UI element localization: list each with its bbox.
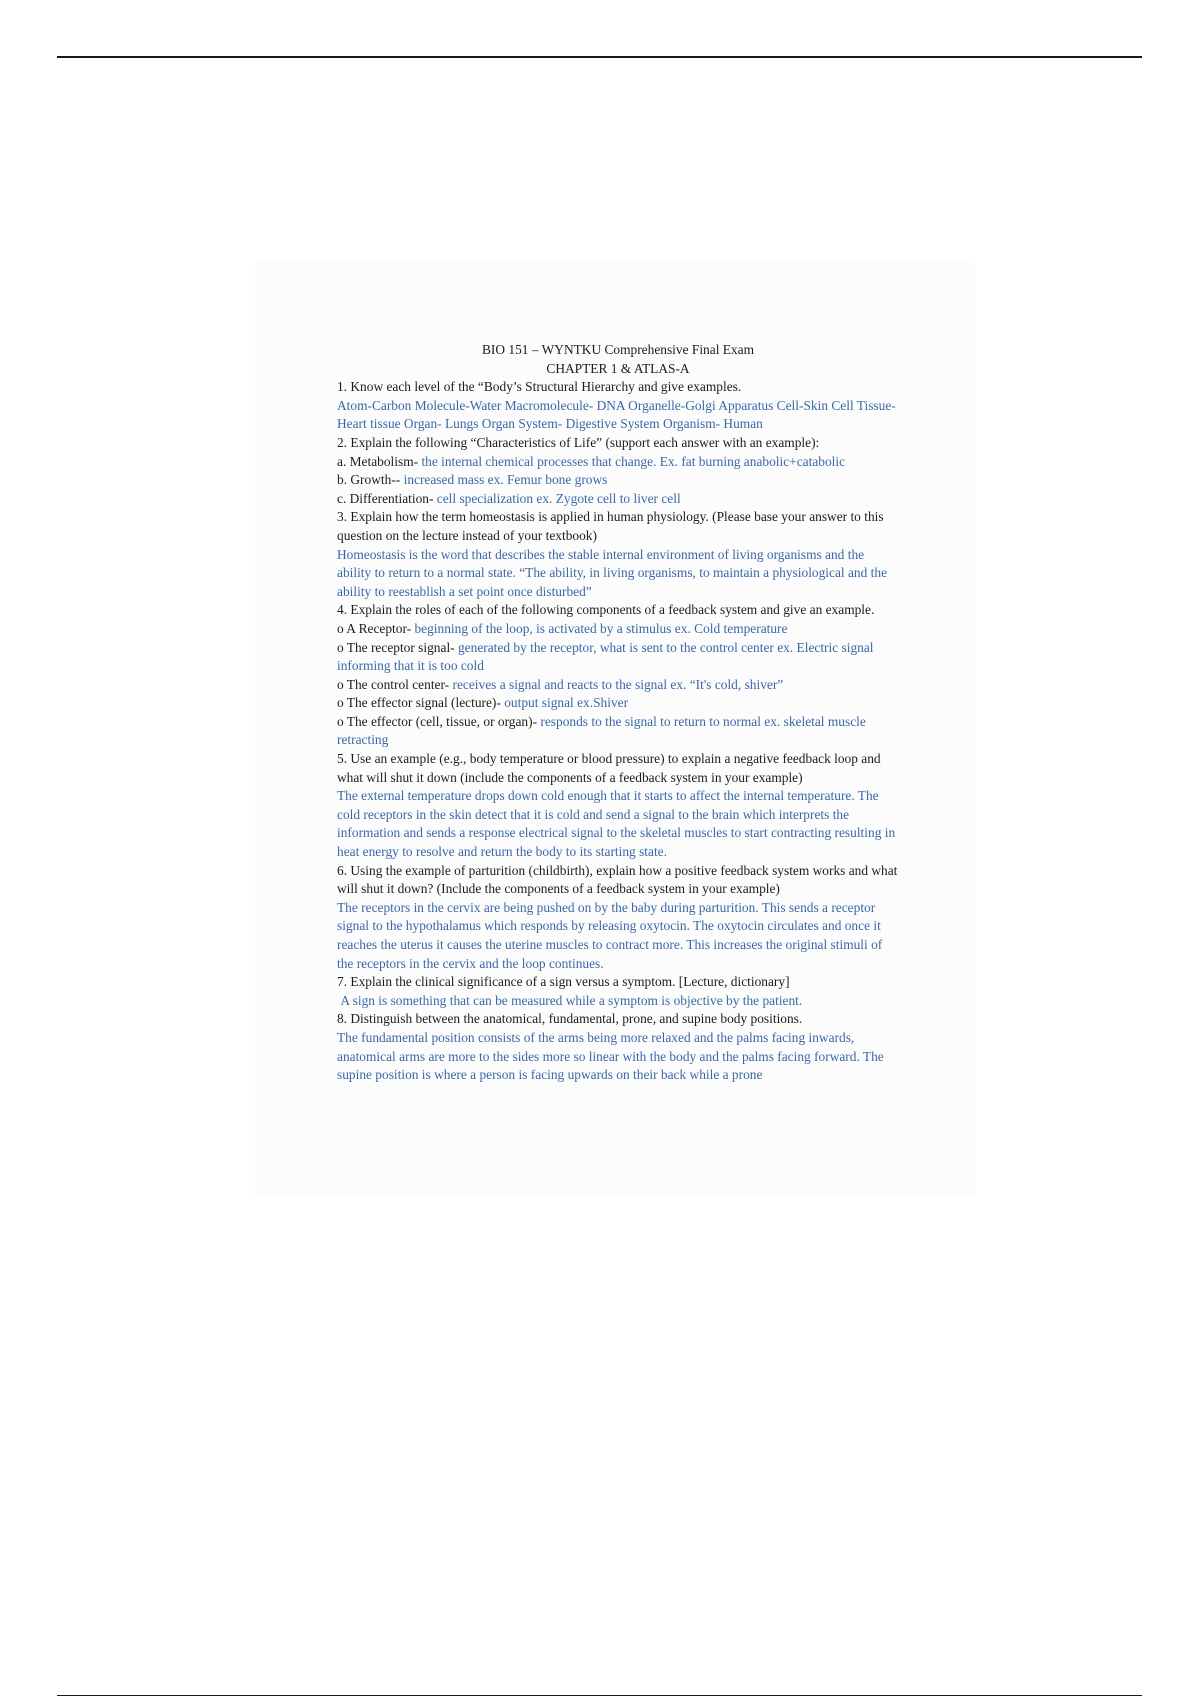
- question-2a-line: [337, 453, 899, 472]
- answer-1: Atom-Carbon Molecule-Water Macromolecule- DNA Organelle-Golgi Apparatus Cell-Skin Cell Tissue-Heart tissue Organ- Lungs Organ System- Digestive System Organism- Human: [337, 397, 896, 432]
- answer-4d: output signal ex.Shiver: [504, 695, 629, 711]
- answer-3: Homeostasis is the word that describes the stable internal environment of living organisms and the ability to return to a normal state. “The ability, in living organisms, to maintain a physiological and the ability to reestablish a set point once disturbed”: [337, 546, 888, 599]
- question-2c-line: [337, 490, 899, 509]
- question-2: 2. Explain the following “Characteristics of Life” (support each answer with an example):: [337, 434, 820, 450]
- question-7: 7. Explain the clinical significance of a sign versus a symptom. [Lecture, dictionary]: [337, 974, 790, 990]
- answer-4c: receives a signal and reacts to the signal ex. “It's cold, shiver”: [452, 676, 784, 692]
- question-4d: o The effector signal (lecture)-: [337, 695, 501, 711]
- question-5: 5. Use an example (e.g., body temperature or blood pressure) to explain a negative feedback loop and what will shut it down (include the components of a feedback system in your example): [337, 751, 881, 785]
- doc-subtitle: CHAPTER 1 & ATLAS-A: [546, 360, 690, 376]
- question-1: 1. Know each level of the “Body’s Structural Hierarchy and give examples.: [337, 379, 742, 395]
- question-2a: a. Metabolism-: [337, 453, 419, 469]
- answer-4b: generated by the receptor, what is sent to the control center ex. Electric signal informing that it is too cold: [337, 639, 874, 674]
- question-2b: b. Growth--: [337, 472, 401, 488]
- answer-2b: increased mass ex. Femur bone grows: [403, 472, 608, 488]
- question-6: 6. Using the example of parturition (childbirth), explain how a positive feedback system works and what will shut it down? (Include the components of a feedback system in your example): [337, 862, 898, 897]
- question-4a: o A Receptor-: [337, 620, 412, 636]
- question-4e: o The effector (cell, tissue, or organ)-: [337, 713, 538, 729]
- question-3: 3. Explain how the term homeostasis is applied in human physiology. (Please base your answer to this question on the lecture instead of your textbook): [337, 509, 884, 543]
- answer-8: The fundamental position consists of the arms being more relaxed and the palms facing inwards, anatomical arms are more to the sides more so linear with the body and the palms facing forward. The supine position is where a person is facing upwards on their back while a prone: [337, 1029, 884, 1083]
- answer-5: The external temperature drops down cold enough that it starts to affect the internal temperature. The cold receptors in the skin detect that it is cold and send a signal to the brain which interprets the information and sends a response electrical signal to the skeletal muscles to start contracting resulting in heat energy to resolve and return the body to its starting state.: [337, 788, 896, 860]
- question-4e-line: [337, 713, 899, 750]
- answer-2a: the internal chemical processes that change. Ex. fat burning anabolic+catabolic: [421, 453, 846, 469]
- answer-7: A sign is something that can be measured while a symptom is objective by the patient.: [337, 992, 803, 1008]
- answer-6: The receptors in the cervix are being pushed on by the baby during parturition. This sends a receptor signal to the hypothalamus which responds by releasing oxytocin. The oxytocin circulates and once it reaches the uterus it causes the uterine muscles to contract more. This increases the original stimuli of the receptors in the cervix and the loop continues.: [337, 899, 883, 971]
- question-4b: o The receptor signal-: [337, 639, 455, 655]
- answer-4e: responds to the signal to return to normal ex. skeletal muscle retracting: [337, 713, 866, 748]
- top-rule: [57, 56, 1142, 58]
- question-4c: o The control center-: [337, 676, 450, 692]
- question-2b-line: [337, 471, 899, 490]
- question-4c-line: [337, 676, 899, 695]
- question-8: 8. Distinguish between the anatomical, fundamental, prone, and supine body positions.: [337, 1011, 803, 1027]
- bottom-rule: [57, 1695, 1142, 1696]
- answer-4a: beginning of the loop, is activated by a stimulus ex. Cold temperature: [414, 620, 788, 636]
- question-4d-line: [337, 694, 899, 713]
- document-body: [337, 341, 899, 1085]
- question-4a-line: [337, 620, 899, 639]
- question-4b-line: [337, 639, 899, 676]
- answer-2c: cell specialization ex. Zygote cell to liver cell: [436, 490, 681, 506]
- question-4: 4. Explain the roles of each of the following components of a feedback system and give an example.: [337, 602, 875, 618]
- doc-title: BIO 151 – WYNTKU Comprehensive Final Exam: [482, 342, 754, 357]
- question-2c: c. Differentiation-: [337, 490, 434, 506]
